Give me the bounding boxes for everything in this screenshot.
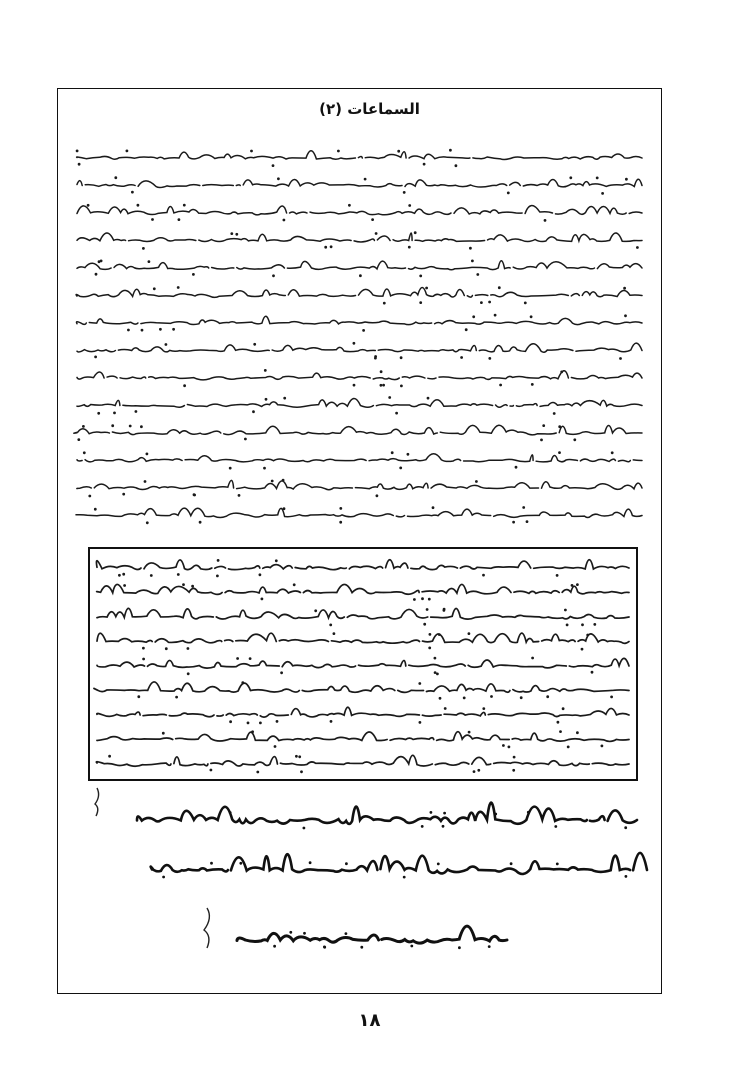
diacritic-dot: [187, 648, 189, 650]
diacritic-dot: [570, 177, 572, 179]
handwritten-line: [97, 608, 629, 619]
diacritic-dot: [400, 467, 402, 469]
handwritten-line: [76, 288, 642, 298]
diacritic-dot: [353, 384, 355, 386]
diacritic-dot: [217, 575, 219, 577]
diacritic-dot: [513, 756, 515, 758]
diacritic-dot: [94, 508, 96, 510]
diacritic-dot: [253, 411, 255, 413]
diacritic-dot: [455, 165, 457, 167]
handwritten-line: [97, 658, 629, 668]
diacritic-dot: [491, 696, 493, 698]
diacritic-dot: [199, 521, 201, 523]
diacritic-dot: [562, 708, 564, 710]
diacritic-dot: [444, 812, 446, 814]
diacritic-dot: [461, 357, 463, 359]
diacritic-dot: [231, 233, 233, 235]
diacritic-dot: [272, 165, 274, 167]
diacritic-dot: [76, 150, 78, 152]
diacritic-dot: [483, 574, 485, 576]
diacritic-dot: [150, 575, 152, 577]
diacritic-dot: [184, 385, 186, 387]
diacritic-dot: [330, 721, 332, 723]
signature-line: [237, 926, 507, 943]
diacritic-dot: [465, 329, 467, 331]
diacritic-dot: [265, 398, 267, 400]
diacritic-dot: [556, 863, 558, 865]
diacritic-dot: [301, 771, 303, 773]
diacritic-dot: [346, 863, 348, 865]
handwritten-line: [77, 371, 642, 380]
diacritic-dot: [315, 610, 317, 612]
handwritten-line: [94, 682, 629, 692]
diacritic-dot: [283, 508, 285, 510]
handwritten-line: [97, 707, 629, 717]
diacritic-dot: [135, 411, 137, 413]
diacritic-dot: [526, 521, 528, 523]
diacritic-dot: [429, 634, 431, 636]
diacritic-dot: [278, 178, 280, 180]
diacritic-dot: [587, 634, 589, 636]
diacritic-dot: [146, 453, 148, 455]
diacritic-dot: [89, 495, 91, 497]
diacritic-dot: [547, 696, 549, 698]
handwritten-line: [77, 233, 642, 242]
diacritic-dot: [259, 574, 261, 576]
diacritic-dot: [450, 149, 452, 151]
diacritic-dot: [247, 722, 249, 724]
diacritic-dot: [419, 722, 421, 724]
handwritten-line: [97, 584, 629, 594]
diacritic-dot: [571, 585, 573, 587]
handwritten-line: [77, 480, 642, 489]
diacritic-dot: [555, 826, 557, 828]
diacritic-dot: [372, 219, 374, 221]
diacritic-dot: [463, 697, 465, 699]
diacritic-dot: [426, 287, 428, 289]
diacritic-dot: [98, 412, 100, 414]
diacritic-dot: [324, 946, 326, 948]
diacritic-dot: [210, 769, 212, 771]
diacritic-dot: [625, 827, 627, 829]
page-number: ١٨: [358, 1010, 381, 1031]
diacritic-dot: [470, 247, 472, 249]
diacritic-dot: [363, 330, 365, 332]
diacritic-dot: [217, 560, 219, 562]
diacritic-dot: [375, 356, 377, 358]
diacritic-dot: [477, 274, 479, 276]
diacritic-dot: [349, 204, 351, 206]
diacritic-dot: [138, 696, 140, 698]
diacritic-dot: [472, 260, 474, 262]
diacritic-dot: [144, 481, 146, 483]
diacritic-dot: [524, 302, 526, 304]
diacritic-dot: [438, 634, 440, 636]
diacritic-dot: [577, 732, 579, 734]
diacritic-dot: [561, 371, 563, 373]
diacritic-dot: [420, 302, 422, 304]
diacritic-dot: [637, 247, 639, 249]
handwritten-line: [77, 398, 642, 407]
diacritic-dot: [557, 721, 559, 723]
diacritic-dot: [83, 426, 85, 428]
diacritic-dot: [594, 624, 596, 626]
manuscript-handwriting-image: [57, 140, 662, 990]
diacritic-dot: [345, 933, 347, 935]
handwritten-line: [96, 755, 629, 766]
upper-handwritten-block: [74, 149, 642, 523]
diacritic-dot: [468, 731, 470, 733]
diacritic-dot: [432, 507, 434, 509]
diacritic-dot: [296, 755, 298, 757]
diacritic-dot: [95, 273, 97, 275]
diacritic-dot: [177, 287, 179, 289]
diacritic-dot: [123, 573, 125, 575]
diacritic-dot: [137, 204, 139, 206]
diacritic-dot: [577, 584, 579, 586]
diacritic-dot: [414, 599, 416, 601]
diacritic-dot: [602, 193, 604, 195]
diacritic-dot: [173, 328, 175, 330]
diacritic-dot: [624, 287, 626, 289]
diacritic-dot: [383, 384, 385, 386]
diacritic-dot: [283, 219, 285, 221]
diacritic-dot: [141, 329, 143, 331]
handwritten-line: [97, 633, 629, 643]
diacritic-dot: [333, 633, 335, 635]
diacritic-dot: [544, 220, 546, 222]
diacritic-dot: [510, 863, 512, 865]
diacritic-dot: [330, 246, 332, 248]
diacritic-dot: [230, 721, 232, 723]
diacritic-dot: [498, 287, 500, 289]
diacritic-dot: [428, 598, 430, 600]
diacritic-dot: [304, 932, 306, 934]
diacritic-dot: [495, 813, 497, 815]
diacritic-dot: [574, 439, 576, 441]
diacritic-dot: [148, 261, 150, 263]
handwritten-line: [77, 343, 642, 352]
diacritic-dot: [260, 722, 262, 724]
diacritic-dot: [507, 192, 509, 194]
diacritic-dot: [309, 862, 311, 864]
diacritic-dot: [251, 150, 253, 152]
handwritten-line: [77, 179, 642, 187]
diacritic-dot: [625, 876, 627, 878]
diacritic-dot: [364, 178, 366, 180]
diacritic-dot: [281, 672, 283, 674]
diacritic-dot: [437, 673, 439, 675]
diacritic-dot: [530, 316, 532, 318]
diacritic-dot: [245, 438, 247, 440]
diacritic-dot: [274, 945, 276, 947]
diacritic-dot: [459, 947, 461, 949]
diacritic-dot: [293, 584, 295, 586]
diacritic-dot: [284, 397, 286, 399]
diacritic-dot: [177, 574, 179, 576]
diacritic-dot: [257, 771, 259, 773]
diacritic-dot: [407, 453, 409, 455]
diacritic-dot: [146, 522, 148, 524]
page-heading: السماعات (٢): [319, 100, 420, 118]
diacritic-dot: [409, 205, 411, 207]
diacritic-dot: [78, 439, 80, 441]
diacritic-dot: [620, 358, 622, 360]
diacritic-dot: [383, 302, 385, 304]
diacritic-dot: [473, 771, 475, 773]
diacritic-dot: [299, 756, 301, 758]
diacritic-dot: [403, 192, 405, 194]
diacritic-dot: [325, 246, 327, 248]
diacritic-dot: [380, 384, 382, 386]
diacritic-dot: [611, 452, 613, 454]
diacritic-dot: [443, 608, 445, 610]
diacritic-dot: [229, 812, 231, 814]
diacritic-dot: [165, 344, 167, 346]
diacritic-dot: [78, 163, 80, 165]
diacritic-dot: [114, 412, 116, 414]
diacritic-dot: [340, 508, 342, 510]
diacritic-dot: [434, 657, 436, 659]
bottom-signature-block: [134, 803, 647, 949]
diacritic-dot: [489, 358, 491, 360]
diacritic-dot: [566, 624, 568, 626]
diacritic-dot: [240, 862, 242, 864]
diacritic-dot: [626, 178, 628, 180]
diacritic-dot: [601, 745, 603, 747]
diacritic-dot: [98, 261, 100, 263]
diacritic-dot: [162, 732, 164, 734]
diacritic-dot: [87, 204, 89, 206]
diacritic-dot: [408, 246, 410, 248]
diacritic-dot: [389, 397, 391, 399]
diacritic-dot: [439, 697, 441, 699]
diacritic-dot: [238, 495, 240, 497]
diacritic-dot: [123, 493, 125, 495]
diacritic-dot: [361, 946, 363, 948]
diacritic-dot: [481, 302, 483, 304]
diacritic-dot: [543, 425, 545, 427]
diacritic-dot: [276, 721, 278, 723]
diacritic-dot: [143, 658, 145, 660]
diacritic-dot: [426, 609, 428, 611]
diacritic-dot: [249, 658, 251, 660]
handwritten-line: [97, 732, 629, 742]
diacritic-dot: [473, 316, 475, 318]
diacritic-dot: [430, 812, 432, 814]
diacritic-dot: [515, 466, 517, 468]
diacritic-dot: [483, 708, 485, 710]
diacritic-dot: [109, 755, 111, 757]
diacritic-dot: [330, 624, 332, 626]
diacritic-dot: [261, 598, 263, 600]
diacritic-dot: [290, 931, 292, 933]
diacritic-dot: [398, 150, 400, 152]
diacritic-dot: [396, 412, 398, 414]
diacritic-dot: [112, 425, 114, 427]
handwritten-line: [96, 560, 629, 570]
diacritic-dot: [176, 696, 178, 698]
diacritic-dot: [560, 731, 562, 733]
diacritic-dot: [252, 731, 254, 733]
diacritic-dot: [338, 150, 340, 152]
diacritic-dot: [303, 827, 305, 829]
diacritic-dot: [513, 769, 515, 771]
diacritic-dot: [625, 315, 627, 317]
diacritic-dot: [419, 683, 421, 685]
diacritic-dot: [429, 647, 431, 649]
diacritic-dot: [531, 384, 533, 386]
signature-line: [134, 803, 637, 824]
boxed-handwritten-block: [94, 560, 629, 773]
diacritic-dot: [264, 467, 266, 469]
diacritic-dot: [468, 633, 470, 635]
diacritic-dot: [141, 426, 143, 428]
diacritic-dot: [271, 480, 273, 482]
diacritic-dot: [95, 356, 97, 358]
diacritic-dot: [193, 494, 195, 496]
diacritic-dot: [553, 413, 555, 415]
diacritic-dot: [375, 233, 377, 235]
diacritic-dot: [187, 673, 189, 675]
handwritten-line: [76, 508, 642, 517]
diacritic-dot: [183, 584, 185, 586]
diacritic-dot: [178, 219, 180, 221]
diacritic-dot: [403, 876, 405, 878]
diacritic-dot: [211, 862, 213, 864]
diacritic-dot: [523, 507, 525, 509]
diacritic-dot: [193, 274, 195, 276]
diacritic-dot: [611, 696, 613, 698]
diacritic-dot: [565, 609, 567, 611]
diacritic-dot: [100, 260, 102, 262]
diacritic-dot: [478, 769, 480, 771]
diacritic-dot: [237, 658, 239, 660]
diacritic-dot: [132, 191, 134, 193]
diacritic-dot: [596, 177, 598, 179]
diacritic-dot: [126, 150, 128, 152]
diacritic-dot: [532, 657, 534, 659]
diacritic-dot: [353, 342, 355, 344]
diacritic-dot: [476, 481, 478, 483]
diacritic-dot: [236, 233, 238, 235]
handwritten-line: [74, 425, 642, 435]
diacritic-dot: [401, 385, 403, 387]
diacritic-dot: [143, 248, 145, 250]
diacritic-dot: [128, 329, 130, 331]
diacritic-dot: [124, 585, 126, 587]
diacritic-dot: [434, 672, 436, 674]
diacritic-dot: [503, 745, 505, 747]
diacritic-dot: [119, 574, 121, 576]
diacritic-dot: [582, 624, 584, 626]
diacritic-dot: [423, 163, 425, 165]
diacritic-dot: [264, 370, 266, 372]
diacritic-dot: [420, 275, 422, 277]
handwritten-line: [77, 206, 642, 215]
diacritic-dot: [567, 746, 569, 748]
diacritic-dot: [254, 343, 256, 345]
signature-line: [151, 853, 647, 874]
diacritic-dot: [376, 495, 378, 497]
boxed-block-border: [89, 548, 637, 780]
diacritic-dot: [541, 439, 543, 441]
diacritic-dot: [559, 426, 561, 428]
diacritic-dot: [437, 863, 439, 865]
diacritic-dot: [559, 452, 561, 454]
diacritic-dot: [494, 314, 496, 316]
diacritic-dot: [442, 825, 444, 827]
diacritic-dot: [143, 647, 145, 649]
diacritic-dot: [282, 479, 284, 481]
handwritten-line: [76, 316, 642, 324]
diacritic-dot: [414, 232, 416, 234]
diacritic-dot: [500, 384, 502, 386]
diacritic-dot: [83, 452, 85, 454]
diacritic-dot: [242, 682, 244, 684]
diacritic-dot: [160, 328, 162, 330]
diacritic-dot: [163, 876, 165, 878]
diacritic-dot: [411, 945, 413, 947]
diacritic-dot: [591, 671, 593, 673]
handwritten-line: [74, 151, 642, 160]
diacritic-dot: [275, 560, 277, 562]
diacritic-dot: [520, 697, 522, 699]
diacritic-dot: [380, 371, 382, 373]
diacritic-dot: [115, 177, 117, 179]
diacritic-dot: [153, 288, 155, 290]
diacritic-dot: [444, 708, 446, 710]
diacritic-dot: [165, 648, 167, 650]
diacritic-dot: [183, 204, 185, 206]
diacritic-dot: [192, 585, 194, 587]
diacritic-dot: [489, 301, 491, 303]
diacritic-dot: [424, 623, 426, 625]
diacritic-dot: [427, 397, 429, 399]
diacritic-dot: [508, 746, 510, 748]
diacritic-dot: [360, 275, 362, 277]
diacritic-dot: [421, 826, 423, 828]
diacritic-dot: [422, 598, 424, 600]
diacritic-dot: [340, 521, 342, 523]
diacritic-dot: [129, 425, 131, 427]
diacritic-dot: [152, 219, 154, 221]
diacritic-dot: [229, 467, 231, 469]
diacritic-dot: [581, 648, 583, 650]
diacritic-dot: [556, 575, 558, 577]
diacritic-dot: [527, 811, 529, 813]
diacritic-dot: [400, 357, 402, 359]
diacritic-dot: [513, 521, 515, 523]
handwritten-line: [77, 454, 642, 462]
handwritten-line: [77, 261, 642, 270]
diacritic-dot: [273, 275, 275, 277]
diacritic-dot: [391, 452, 393, 454]
diacritic-dot: [274, 746, 276, 748]
diacritic-dot: [488, 946, 490, 948]
